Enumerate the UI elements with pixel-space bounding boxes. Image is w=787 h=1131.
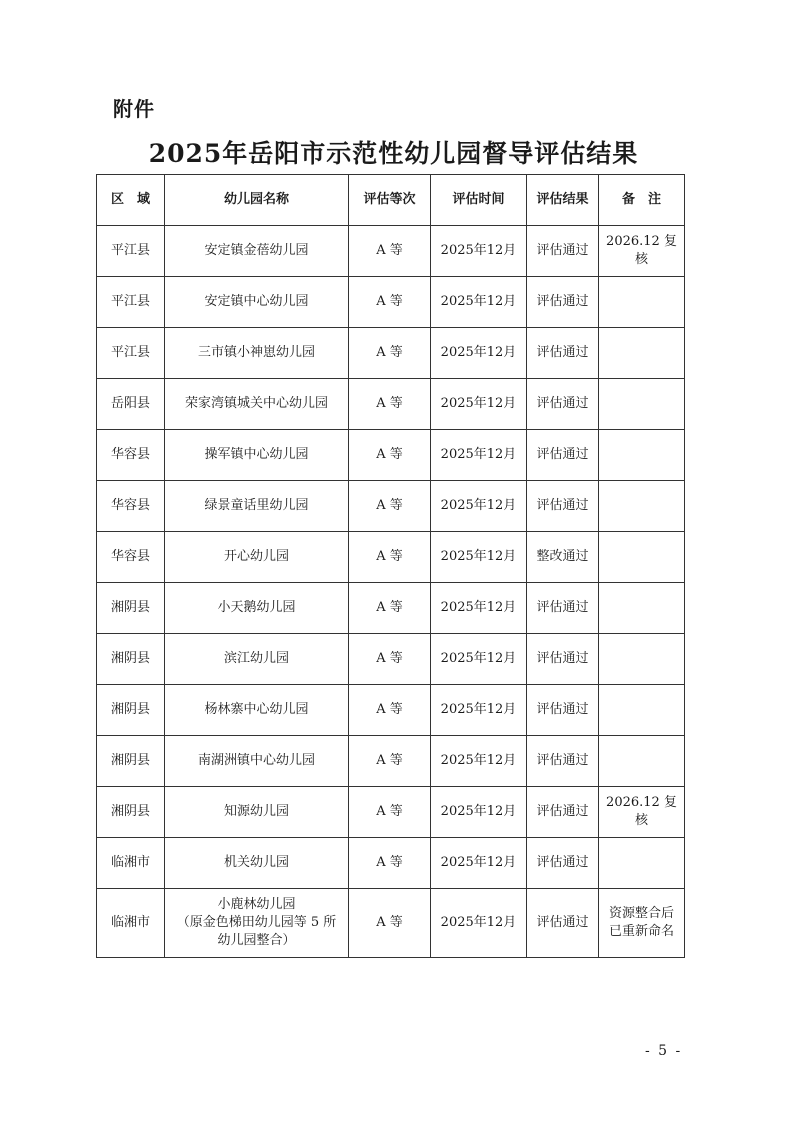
cell-region: 平江县 [97,328,165,379]
cell-time: 2025年12月 [431,583,527,634]
cell-grade: A 等 [349,277,431,328]
cell-name: 滨江幼儿园 [165,634,349,685]
cell-region: 华容县 [97,430,165,481]
cell-note [599,583,685,634]
cell-name: 小天鹅幼儿园 [165,583,349,634]
cell-name: 安定镇中心幼儿园 [165,277,349,328]
document-title: 2025年岳阳市示范性幼儿园督导评估结果 [148,139,639,168]
cell-result: 评估通过 [527,736,599,787]
cell-result: 评估通过 [527,481,599,532]
cell-note [599,481,685,532]
cell-note-line: 已重新命名 [608,924,674,939]
cell-result: 评估通过 [527,430,599,481]
cell-time: 2025年12月 [431,430,527,481]
cell-grade: A 等 [349,481,431,532]
cell-region: 湘阴县 [97,787,165,838]
cell-grade: A 等 [349,736,431,787]
table-row [97,736,685,787]
cell-time: 2025年12月 [431,226,527,277]
cell-result: 评估通过 [527,634,599,685]
table-row [97,379,685,430]
cell-name: 知源幼儿园 [165,787,349,838]
cell-grade: A 等 [349,328,431,379]
cell-region: 临湘市 [97,838,165,889]
cell-name [165,889,349,958]
cell-region: 华容县 [97,481,165,532]
table-row [97,685,685,736]
cell-time: 2025年12月 [431,277,527,328]
cell-grade: A 等 [349,379,431,430]
cell-note [599,532,685,583]
cell-grade: A 等 [349,889,431,958]
cell-region: 湘阴县 [97,736,165,787]
cell-region: 华容县 [97,532,165,583]
cell-name: 开心幼儿园 [165,532,349,583]
cell-grade: A 等 [349,787,431,838]
cell-name: 机关幼儿园 [165,838,349,889]
cell-name: 杨林寨中心幼儿园 [165,685,349,736]
table-row [97,226,685,277]
cell-grade: A 等 [349,685,431,736]
table-row [97,583,685,634]
cell-note-line: 资源整合后 [608,906,674,921]
cell-time: 2025年12月 [431,787,527,838]
cell-note [599,430,685,481]
cell-name: 操军镇中心幼儿园 [165,430,349,481]
cell-note [599,277,685,328]
table-row [97,634,685,685]
cell-name: 南湖洲镇中心幼儿园 [165,736,349,787]
table-row-last [97,889,685,958]
cell-note: 2026.12 复核 [599,787,685,838]
cell-region: 湘阴县 [97,685,165,736]
cell-time: 2025年12月 [431,532,527,583]
cell-grade: A 等 [349,583,431,634]
table-row [97,838,685,889]
header-result: 评估结果 [527,175,599,226]
cell-note [599,889,685,958]
cell-region: 平江县 [97,277,165,328]
cell-grade: A 等 [349,226,431,277]
page-number: - 5 - [645,1043,683,1059]
cell-time: 2025年12月 [431,481,527,532]
cell-name-line: 幼儿园整合） [217,933,296,948]
cell-result: 评估通过 [527,379,599,430]
attachment-label: 附件 [113,97,155,121]
cell-result: 评估通过 [527,838,599,889]
cell-region: 临湘市 [97,889,165,958]
cell-time: 2025年12月 [431,379,527,430]
cell-name: 安定镇金蓓幼儿园 [165,226,349,277]
header-region: 区 域 [97,175,165,226]
cell-result: 评估通过 [527,685,599,736]
cell-name: 三市镇小神崽幼儿园 [165,328,349,379]
cell-region: 湘阴县 [97,583,165,634]
cell-note [599,685,685,736]
cell-grade: A 等 [349,634,431,685]
cell-time: 2025年12月 [431,889,527,958]
header-note: 备 注 [599,175,685,226]
cell-result: 评估通过 [527,277,599,328]
cell-note [599,328,685,379]
cell-time: 2025年12月 [431,328,527,379]
cell-name: 绿景童话里幼儿园 [165,481,349,532]
cell-time: 2025年12月 [431,736,527,787]
cell-grade: A 等 [349,430,431,481]
cell-note [599,736,685,787]
cell-name: 荣家湾镇城关中心幼儿园 [165,379,349,430]
cell-region: 岳阳县 [97,379,165,430]
header-name: 幼儿园名称 [165,175,349,226]
cell-note: 2026.12 复核 [599,226,685,277]
cell-time: 2025年12月 [431,685,527,736]
cell-result: 评估通过 [527,889,599,958]
cell-result: 评估通过 [527,583,599,634]
header-grade: 评估等次 [349,175,431,226]
cell-result: 评估通过 [527,226,599,277]
cell-note [599,838,685,889]
cell-grade: A 等 [349,838,431,889]
cell-name-line: （原金色梯田幼儿园等 5 所 [176,915,337,930]
cell-region: 湘阴县 [97,634,165,685]
cell-result: 评估通过 [527,787,599,838]
table-row [97,787,685,838]
cell-grade: A 等 [349,532,431,583]
cell-result: 评估通过 [527,328,599,379]
cell-note [599,379,685,430]
table-row [97,430,685,481]
cell-result: 整改通过 [527,532,599,583]
results-table [96,174,685,958]
table-row [97,532,685,583]
cell-note [599,634,685,685]
cell-region: 平江县 [97,226,165,277]
table-row [97,277,685,328]
cell-time: 2025年12月 [431,838,527,889]
cell-time: 2025年12月 [431,634,527,685]
table-row [97,481,685,532]
table-header-row [97,175,685,226]
header-time: 评估时间 [431,175,527,226]
cell-name-line: 小鹿林幼儿园 [217,897,296,912]
table-row [97,328,685,379]
